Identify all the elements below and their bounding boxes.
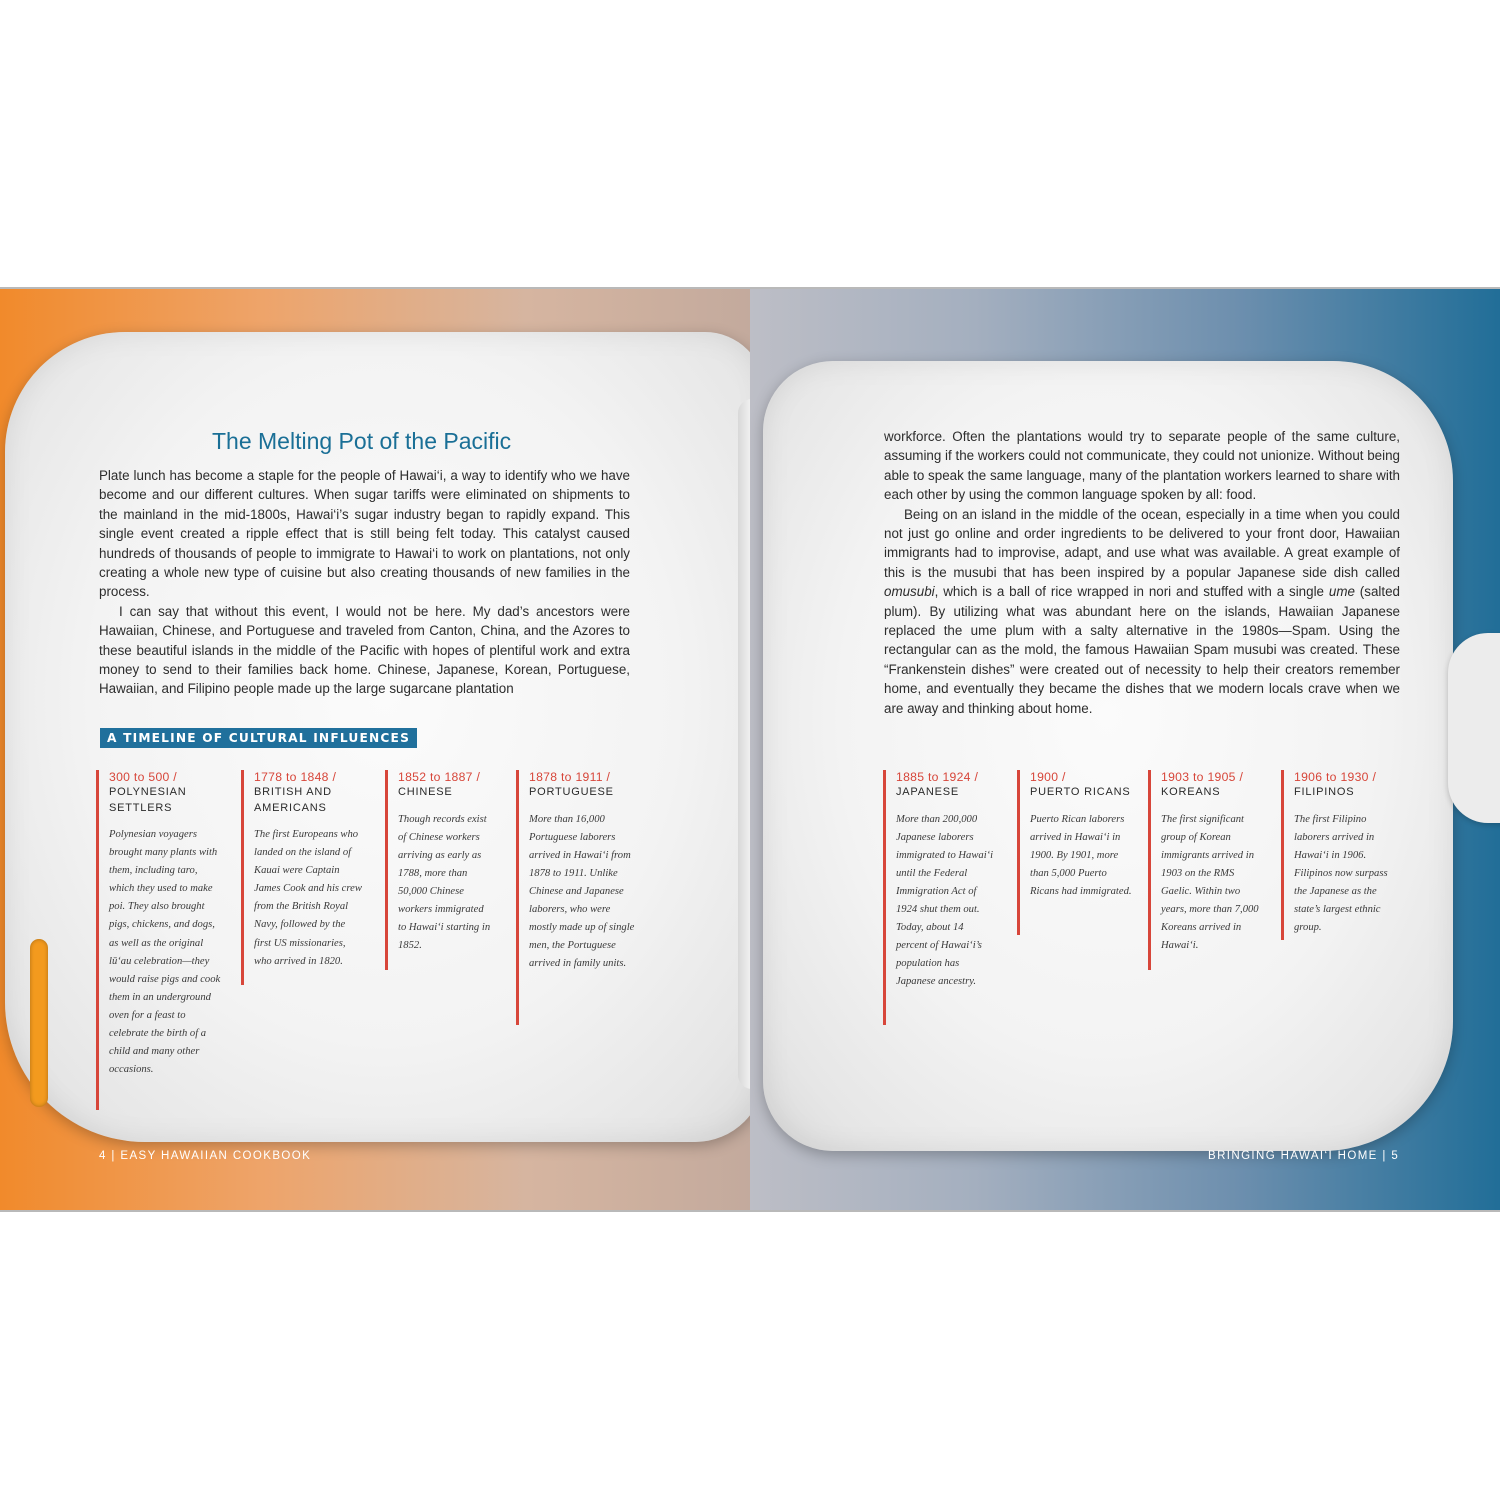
timeline-group: CHINESE [398,786,453,798]
timeline-text: Puerto Rican laborers arrived in Hawai‘i in 1900. By 1901, more than 5,000 Puerto Ricans had immigrated. [1030,813,1132,897]
timeline-group: KOREANS [1161,786,1221,798]
paragraph-text: (salted plum). By utilizing what was abundant here on the islands, Hawaiian Japanese replaced the ume plum with a salty alternative in the 1980s—Spam. Using the rectangular can as the mold, the famous Hawaiian Spam musubi was created. These “Frankenstein dishes” were created out of necessity to help their creators remember home, and eventually they became the dishes that we modern locals crave when we are away and thinking about home. [884,584,1400,716]
timeline-years: 300 to 500 / [109,770,177,784]
paragraph: workforce. Often the plantations would try to separate people of the same culture, assuming if the workers could not communicate, they could not unionize. Without being able to speak the same language, many of the plantation workers learned to share with each other by using the common language spoken by all: food. [884,429,1400,503]
timeline-years: 1906 to 1930 / [1294,770,1377,784]
book-spread [0,287,1500,1212]
container-hinge [738,399,750,1089]
timeline-text: Polynesian voyagers brought many plants with them, including taro, which they used to make poi. They also brought pigs, chickens, and dogs, as well as the original lū‘au celebration—they would raise pigs and cook them in an underground oven for a feast to celebrate the birth of a child and many other occasions. [109,829,221,1076]
timeline-entry [883,770,996,1025]
timeline-text: More than 200,000 Japanese laborers immigrated to Hawai‘i until the Federal Immigration Act of 1924 shut them out. Today, about 14 percent of Hawai‘i’s population has Japanese ancestry. [896,813,994,988]
paragraph-text: , which is a ball of rice wrapped in nori and stuffed with a single [934,584,1329,600]
timeline-group: POLYNESIAN SETTLERS [109,786,187,814]
timeline-group: PUERTO RICANS [1030,786,1131,798]
timeline-entry [385,770,494,970]
timeline-years: 1900 / [1030,770,1066,784]
container-tab [1448,633,1500,823]
timeline-entry [1017,770,1135,935]
page-folio-left: 4 | EASY HAWAIIAN COOKBOOK [99,1150,312,1162]
paragraph: Plate lunch has become a staple for the people of Hawai‘i, a way to identify who we have become and our different cultures. When sugar tariffs were eliminated on shipments to the mainland in the mid-1800s, Hawai‘i’s sugar industry began to rapidly expand. This single event created a ripple effect that is still being felt today. This catalyst caused hundreds of thousands of people to immigrate to Hawai‘i to work on plantations, not only creating a whole new type of cuisine but also creating thousands of new families in the process. [99,468,630,600]
paragraph [884,505,1400,718]
timeline-text: More than 16,000 Portuguese laborers arrived in Hawai‘i from 1878 to 1911. Unlike Chinese and Japanese laborers, who were mostly made up of single men, the Portuguese arrived in family units. [529,813,635,970]
timeline-entry [1281,770,1394,940]
timeline-years: 1878 to 1911 / [529,770,611,784]
right-body-text [884,427,1400,718]
timeline-entry [96,770,221,1110]
timeline-entry [241,770,364,985]
timeline-text: The first Filipino laborers arrived in Hawai‘i in 1906. Filipinos now surpass the Japanese as the state’s largest ethnic group. [1294,813,1388,934]
container-latch [30,939,48,1107]
page-folio-right: BRINGING HAWAI‘I HOME | 5 [1208,1150,1400,1162]
timeline-entry [516,770,639,1025]
timeline-text: Though records exist of Chinese workers arriving as early as 1788, more than 50,000 Chinese workers immigrated to Hawai‘i starting in 1852. [398,813,491,952]
paragraph-text: Being on an island in the middle of the ocean, especially in a time when you could not just go online and order ingredients to be delivered to your front door, Hawaiian immigrants had to improvise, adapt, and use what was available. A great example of this is the musubi that has been inspired by a popular Japanese side dish called [884,506,1400,580]
timeline-text: The first Europeans who landed on the island of Kauai were Captain James Cook and his crew from the British Royal Navy, followed by the first US missionaries, who arrived in 1820. [254,829,362,967]
paragraph: I can say that without this event, I would not be here. My dad’s ancestors were Hawaiian, Chinese, and Portuguese and traveled from Canton, China, and the Azores to these beautiful islands in the middle of the Pacific with hopes of plentiful work and extra money to send to their families back home. Chinese, Japanese, Korean, Portuguese, Hawaiian, and Filipino people made up the large sugarcane plantation [99,603,630,697]
italic-term: omusubi [884,584,935,600]
timeline-group: FILIPINOS [1294,786,1355,798]
timeline-years: 1778 to 1848 / [254,770,337,784]
timeline-years: 1885 to 1924 / [896,770,979,784]
timeline-years: 1903 to 1905 / [1161,770,1244,784]
timeline-entry [1148,770,1265,970]
page-title: The Melting Pot of the Pacific [212,428,512,454]
timeline-text: The first significant group of Korean immigrants arrived in 1903 on the RMS Gaelic. Within two years, more than 7,000 Koreans arrived in Hawai‘i. [1161,813,1259,952]
timeline-group: PORTUGUESE [529,786,614,798]
timeline-group: BRITISH AND AMERICANS [254,786,332,814]
italic-term: ume [1328,584,1355,600]
timeline-years: 1852 to 1887 / [398,770,481,784]
timeline-heading: A TIMELINE OF CULTURAL INFLUENCES [100,728,417,748]
timeline-group: JAPANESE [896,786,960,798]
left-body-text [99,466,630,699]
